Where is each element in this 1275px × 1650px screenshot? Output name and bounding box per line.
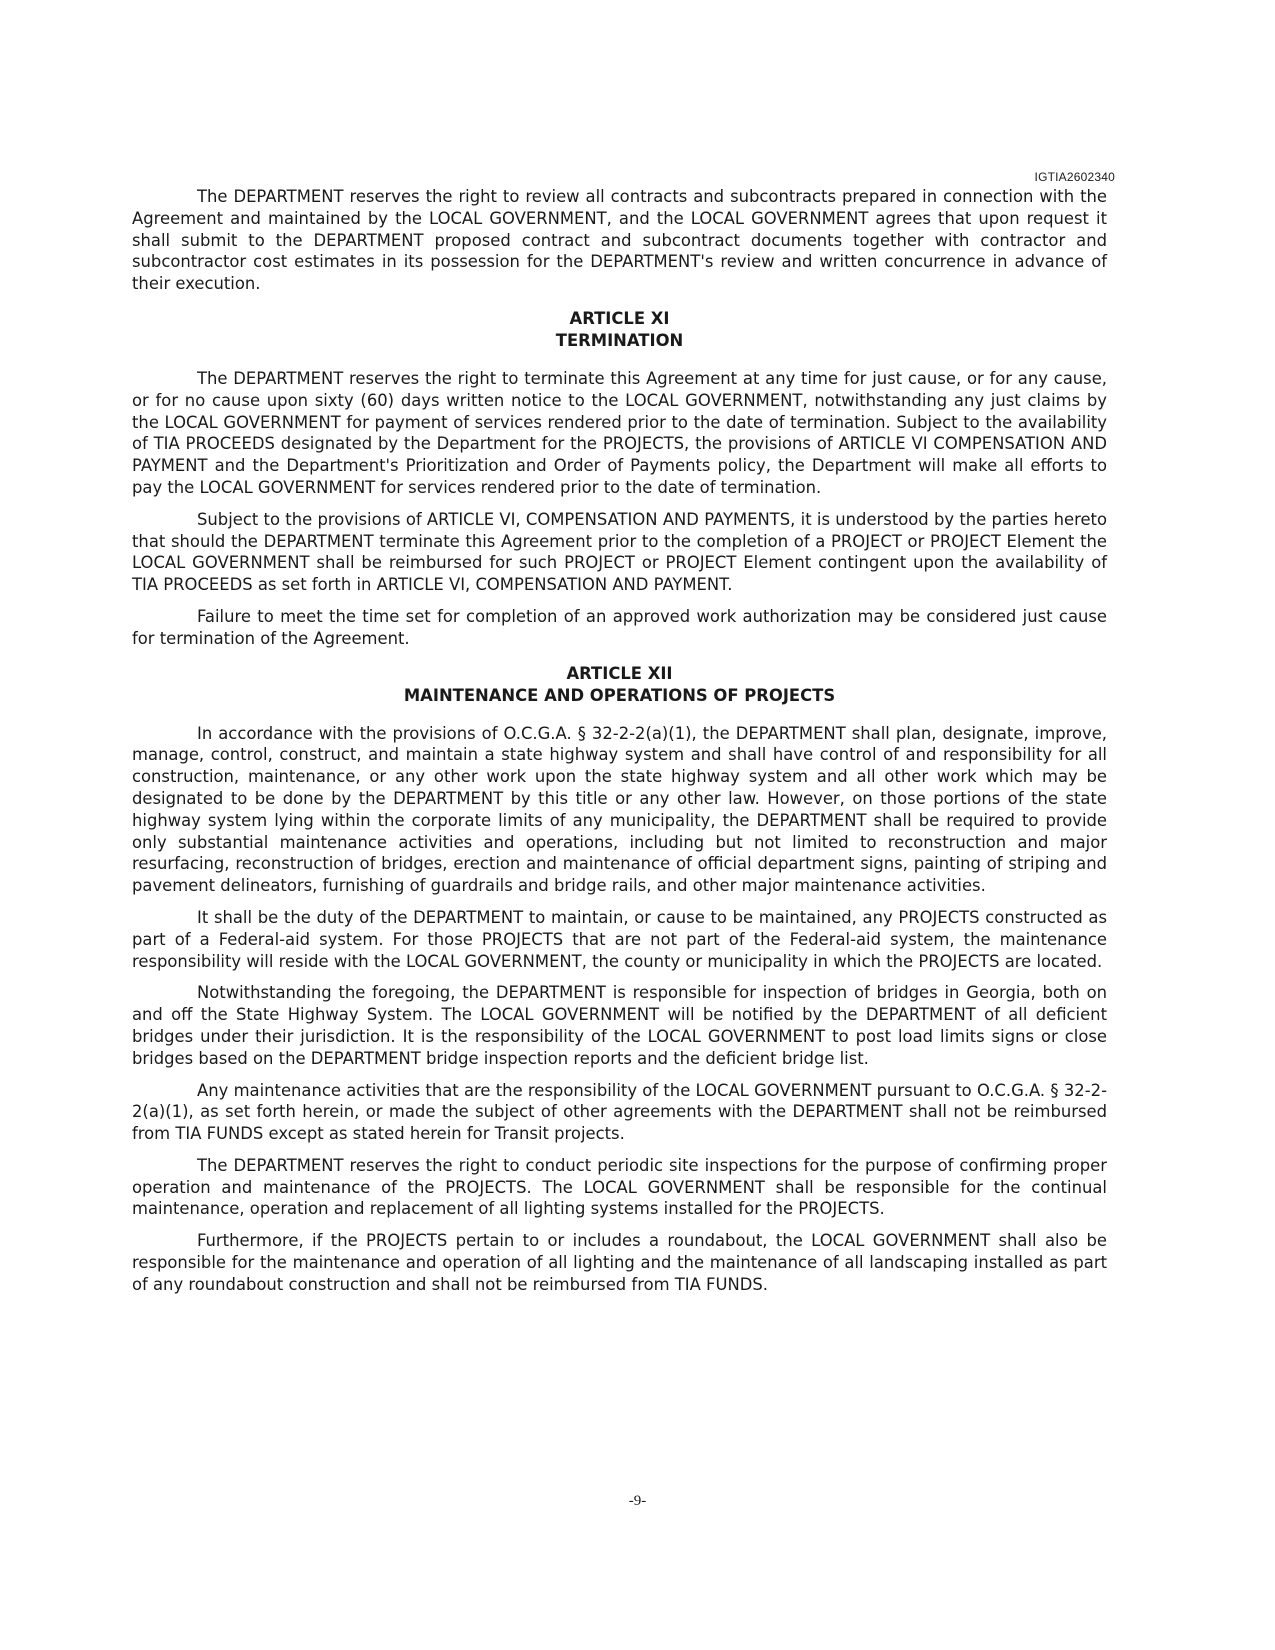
article-xi-title: TERMINATION bbox=[555, 330, 684, 350]
article-xii-heading bbox=[132, 663, 1107, 707]
article-xi-heading bbox=[132, 308, 1107, 352]
article-xii-paragraph-1: In accordance with the provisions of O.C.G.A. § 32-2-2(a)(1), the DEPARTMENT shall plan, designate, improve, manage, control, construct, and maintain a state highway system and shall have control of and responsibility for all construction, maintenance, or any other work upon the state highway system and all other work which may be designated to be done by the DEPARTMENT by this title or any other law. However, on those portions of the state highway system lying within the corporate limits of any municipality, the DEPARTMENT shall be required to provide only substantial maintenance activities and operations, including but not limited to reconstruction and major resurfacing, reconstruction of bridges, erection and maintenance of official department signs, painting of striping and pavement delineators, furnishing of guardrails and bridge rails, and other major maintenance activities. bbox=[132, 723, 1107, 896]
intro-paragraph: The DEPARTMENT reserves the right to review all contracts and subcontracts prepared in connection with the Agreement and maintained by the LOCAL GOVERNMENT, and the LOCAL GOVERNMENT agrees that upon request it shall submit to the DEPARTMENT proposed contract and subcontract documents together with contractor and subcontractor cost estimates in its possession for the DEPARTMENT's review and written concurrence in advance of their execution. bbox=[132, 187, 1107, 294]
document-id: IGTIA2602340 bbox=[1034, 170, 1115, 184]
article-xii-paragraph-3: Notwithstanding the foregoing, the DEPARTMENT is responsible for inspection of bridges in Georgia, both on and off the State Highway System. The LOCAL GOVERNMENT will be notified by the DEPARTMENT of all deficient bridges under their jurisdiction. It is the responsibility of the LOCAL GOVERNMENT to post load limits signs or close bridges based on the DEPARTMENT bridge inspection reports and the deficient bridge list. bbox=[132, 983, 1107, 1068]
article-xii-paragraph-5: The DEPARTMENT reserves the right to conduct periodic site inspections for the purpose of confirming proper operation and maintenance of the PROJECTS. The LOCAL GOVERNMENT shall be responsible for the continual maintenance, operation and replacement of all lighting systems installed for the PROJECTS. bbox=[132, 1155, 1107, 1219]
article-xii-paragraph-4: Any maintenance activities that are the responsibility of the LOCAL GOVERNMENT pursuant to O.C.G.A. § 32-2-2(a)(1), as set forth herein, or made the subject of other agreements with the DEPARTMENT shall not be reimbursed from TIA FUNDS except as stated herein for Transit projects. bbox=[132, 1080, 1107, 1144]
document-body bbox=[132, 186, 1107, 1296]
article-xi-number: ARTICLE XI bbox=[569, 308, 670, 328]
article-xii-paragraph-2: It shall be the duty of the DEPARTMENT to maintain, or cause to be maintained, any PROJECTS constructed as part of a Federal-aid system. For those PROJECTS that are not part of the Federal-aid system, the maintenance responsibility will reside with the LOCAL GOVERNMENT, the county or municipality in which the PROJECTS are located. bbox=[132, 907, 1107, 971]
article-xi-paragraph-2: Subject to the provisions of ARTICLE VI, COMPENSATION AND PAYMENTS, it is understood by the parties hereto that should the DEPARTMENT terminate this Agreement prior to the completion of a PROJECT or PROJECT Element the LOCAL GOVERNMENT shall be reimbursed for such PROJECT or PROJECT Element contingent upon the availability of TIA PROCEEDS as set forth in ARTICLE VI, COMPENSATION AND PAYMENT. bbox=[132, 509, 1107, 595]
article-xii-number: ARTICLE XII bbox=[566, 663, 673, 683]
article-xii-paragraph-6: Furthermore, if the PROJECTS pertain to or includes a roundabout, the LOCAL GOVERNMENT shall also be responsible for the maintenance and operation of all lighting and the maintenance of all landscaping installed as part of any roundabout construction and shall not be reimbursed from TIA FUNDS. bbox=[132, 1231, 1107, 1294]
page-number: -9- bbox=[628, 1493, 647, 1509]
article-xii-title: MAINTENANCE AND OPERATIONS OF PROJECTS bbox=[403, 685, 836, 705]
article-xi-paragraph-1: The DEPARTMENT reserves the right to terminate this Agreement at any time for just cause, or for any cause, or for no cause upon sixty (60) days written notice to the LOCAL GOVERNMENT, notwithstanding any just claims by the LOCAL GOVERNMENT for payment of services rendered prior to the date of termination. Subject to the availability of TIA PROCEEDS designated by the Department for the PROJECTS, the provisions of ARTICLE VI COMPENSATION AND PAYMENT and the Department's Prioritization and Order of Payments policy, the Department will make all efforts to pay the LOCAL GOVERNMENT for services rendered prior to the date of termination. bbox=[132, 368, 1107, 497]
article-xi-paragraph-3: Failure to meet the time set for completion of an approved work authorization may be considered just cause for termination of the Agreement. bbox=[132, 606, 1107, 648]
